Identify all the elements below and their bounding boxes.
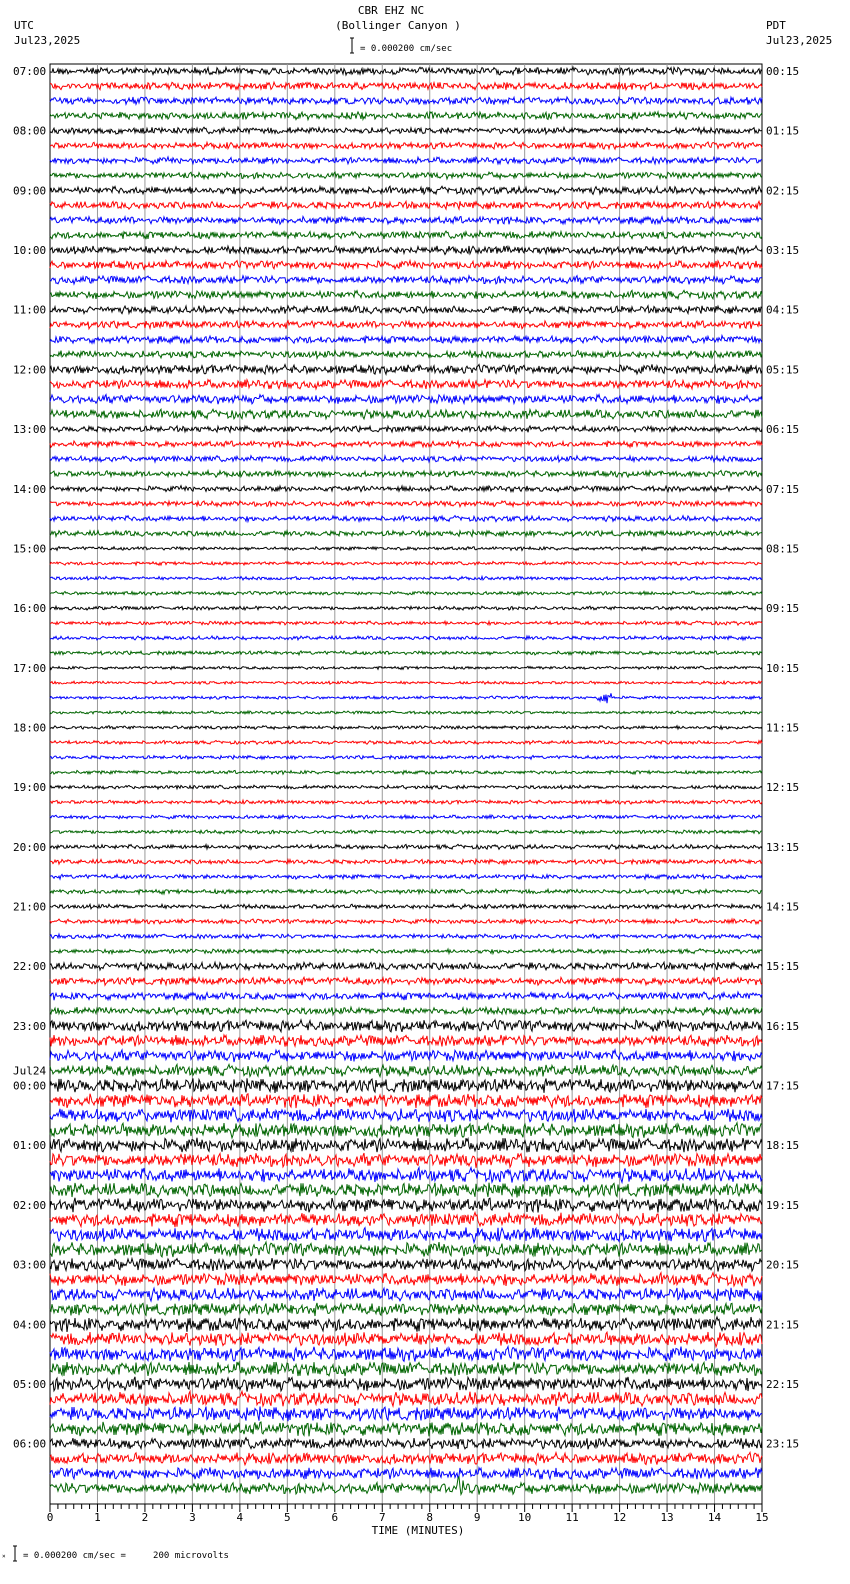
pdt-hour-label: 12:15 bbox=[766, 781, 800, 795]
utc-hour-label: 08:00 bbox=[13, 124, 47, 138]
pdt-hour-label: 00:15 bbox=[766, 65, 800, 78]
seismic-trace bbox=[50, 276, 762, 285]
pdt-hour-label: 17:15 bbox=[766, 1079, 800, 1093]
seismic-trace bbox=[50, 395, 762, 405]
seismic-trace bbox=[50, 785, 762, 789]
seismic-trace bbox=[50, 621, 762, 625]
pdt-hour-label: 09:15 bbox=[766, 602, 800, 616]
seismic-trace bbox=[50, 1303, 762, 1316]
seismic-trace bbox=[50, 336, 762, 344]
x-tick-label: 15 bbox=[755, 1511, 769, 1524]
seismic-trace bbox=[50, 591, 762, 595]
right-date: Jul23,2025 bbox=[766, 34, 833, 47]
seismic-trace bbox=[50, 1020, 762, 1032]
seismic-trace bbox=[50, 1078, 762, 1093]
seismic-trace bbox=[50, 977, 762, 985]
x-tick-label: 10 bbox=[518, 1511, 532, 1524]
x-tick-label: 11 bbox=[565, 1511, 579, 1524]
utc-hour-label: 04:00 bbox=[13, 1318, 47, 1332]
seismic-trace bbox=[50, 1452, 762, 1464]
utc-hour-label: 16:00 bbox=[13, 602, 47, 616]
seismic-trace bbox=[50, 830, 762, 834]
date-change-label: Jul24 bbox=[13, 1064, 47, 1078]
utc-hour-label: 14:00 bbox=[13, 482, 47, 496]
utc-hour-label: 07:00 bbox=[13, 65, 47, 78]
seismic-trace bbox=[50, 949, 762, 954]
seismic-trace bbox=[50, 456, 762, 462]
seismic-trace bbox=[50, 261, 762, 270]
seismic-trace bbox=[50, 874, 762, 879]
seismic-trace bbox=[50, 1407, 762, 1422]
seismic-trace bbox=[50, 693, 762, 703]
seismic-trace bbox=[50, 934, 762, 939]
utc-hour-label: 13:00 bbox=[13, 423, 47, 437]
seismic-trace bbox=[50, 409, 762, 419]
seismic-trace bbox=[50, 756, 762, 760]
seismic-trace bbox=[50, 1273, 762, 1287]
x-axis-label: TIME (MINUTES) bbox=[371, 1524, 465, 1537]
x-tick-label: 8 bbox=[426, 1511, 434, 1524]
seismic-trace bbox=[50, 904, 762, 909]
seismic-trace bbox=[50, 321, 762, 329]
seismic-trace bbox=[50, 97, 762, 105]
seismic-trace bbox=[50, 290, 762, 299]
seismic-trace bbox=[50, 1183, 762, 1198]
seismic-trace bbox=[50, 1050, 762, 1062]
utc-hour-label: 19:00 bbox=[13, 781, 47, 795]
utc-hour-label: 10:00 bbox=[13, 244, 47, 258]
seismic-trace bbox=[50, 380, 762, 389]
seismic-trace bbox=[50, 651, 762, 655]
seismic-trace bbox=[50, 726, 762, 730]
pdt-hour-label: 19:15 bbox=[766, 1198, 800, 1212]
seismic-trace bbox=[50, 1317, 762, 1332]
x-tick-label: 0 bbox=[46, 1511, 54, 1524]
seismic-trace bbox=[50, 1258, 762, 1271]
seismic-trace bbox=[50, 636, 762, 640]
utc-hour-label: 20:00 bbox=[13, 840, 47, 854]
pdt-hour-label: 18:15 bbox=[766, 1139, 800, 1153]
utc-hour-label: 00:00 bbox=[13, 1079, 47, 1093]
utc-hour-label: 12:00 bbox=[13, 363, 47, 377]
x-tick-label: 14 bbox=[707, 1511, 722, 1524]
seismic-trace bbox=[50, 711, 762, 714]
seismic-trace bbox=[50, 1138, 762, 1153]
seismic-trace bbox=[50, 1228, 762, 1243]
seismic-trace bbox=[50, 1007, 762, 1015]
pdt-hour-label: 06:15 bbox=[766, 423, 800, 437]
seismic-trace bbox=[50, 1422, 762, 1436]
seismic-trace bbox=[50, 351, 762, 359]
seismic-trace bbox=[50, 1094, 762, 1108]
utc-hour-label: 18:00 bbox=[13, 721, 47, 735]
seismic-trace bbox=[50, 172, 762, 179]
seismic-trace bbox=[50, 1153, 762, 1168]
pdt-hour-label: 03:15 bbox=[766, 244, 800, 258]
seismic-trace bbox=[50, 1391, 762, 1406]
seismic-trace bbox=[50, 142, 762, 149]
seismic-trace bbox=[50, 1477, 762, 1495]
seismic-trace bbox=[50, 562, 762, 566]
pdt-hour-label: 14:15 bbox=[766, 900, 800, 914]
seismic-trace bbox=[50, 516, 762, 522]
seismic-trace bbox=[50, 82, 762, 90]
footer-mark: × bbox=[2, 1553, 6, 1560]
pdt-hour-label: 04:15 bbox=[766, 303, 800, 317]
seismic-trace bbox=[50, 1123, 762, 1138]
seismic-trace bbox=[50, 486, 762, 492]
x-tick-label: 13 bbox=[660, 1511, 674, 1524]
seismic-trace bbox=[50, 1347, 762, 1362]
station-location: (Bollinger Canyon ) bbox=[335, 19, 461, 32]
footer-scale-label: = 0.000200 cm/sec = 200 microvolts bbox=[23, 1551, 229, 1561]
seismic-trace bbox=[50, 1035, 762, 1047]
seismic-trace bbox=[50, 666, 762, 669]
seismic-trace bbox=[50, 962, 762, 970]
seismic-trace bbox=[50, 426, 762, 432]
seismic-trace bbox=[50, 1213, 762, 1228]
utc-hour-label: 02:00 bbox=[13, 1198, 47, 1212]
seismic-trace bbox=[50, 441, 762, 447]
seismic-trace bbox=[50, 231, 762, 239]
seismic-trace bbox=[50, 1377, 762, 1392]
seismic-trace bbox=[50, 1438, 762, 1450]
seismic-trace bbox=[50, 1065, 762, 1077]
pdt-hour-label: 15:15 bbox=[766, 960, 800, 974]
pdt-hour-label: 16:15 bbox=[766, 1019, 800, 1033]
seismic-trace bbox=[50, 364, 762, 374]
seismic-trace bbox=[50, 889, 762, 894]
seismic-trace bbox=[50, 771, 762, 775]
seismic-trace bbox=[50, 531, 762, 537]
seismic-trace bbox=[50, 1467, 762, 1479]
seismic-trace bbox=[50, 186, 762, 194]
pdt-hour-label: 10:15 bbox=[766, 661, 800, 675]
seismic-trace bbox=[50, 1362, 762, 1376]
seismic-trace bbox=[50, 800, 762, 804]
pdt-hour-label: 11:15 bbox=[766, 721, 800, 735]
pdt-hour-label: 20:15 bbox=[766, 1258, 800, 1272]
pdt-hour-label: 01:15 bbox=[766, 124, 800, 138]
x-tick-label: 12 bbox=[612, 1511, 627, 1524]
seismic-trace bbox=[50, 306, 762, 314]
scale-label: = 0.000200 cm/sec bbox=[360, 44, 453, 54]
x-tick-label: 5 bbox=[284, 1511, 291, 1524]
utc-hour-label: 17:00 bbox=[13, 661, 47, 675]
utc-hour-label: 05:00 bbox=[13, 1377, 47, 1391]
seismic-trace bbox=[50, 1108, 762, 1122]
seismic-trace bbox=[50, 67, 762, 75]
seismic-trace bbox=[50, 112, 762, 120]
seismic-trace bbox=[50, 1168, 762, 1183]
seismic-trace bbox=[50, 1198, 762, 1213]
x-tick-label: 2 bbox=[141, 1511, 149, 1524]
seismic-trace bbox=[50, 201, 762, 209]
left-timezone: UTC bbox=[14, 19, 34, 32]
footer-scale-bar-icon bbox=[13, 1546, 17, 1561]
seismic-trace bbox=[50, 606, 762, 610]
utc-hour-label: 01:00 bbox=[13, 1139, 47, 1153]
x-tick-label: 3 bbox=[189, 1511, 196, 1524]
pdt-hour-label: 08:15 bbox=[766, 542, 800, 556]
utc-hour-label: 15:00 bbox=[13, 542, 47, 556]
seismic-trace bbox=[50, 1332, 762, 1347]
seismic-trace bbox=[50, 741, 762, 745]
seismic-trace bbox=[50, 246, 762, 255]
seismic-trace bbox=[50, 576, 762, 580]
pdt-hour-label: 05:15 bbox=[766, 363, 800, 377]
seismic-trace bbox=[50, 501, 762, 507]
scale-bar-icon bbox=[350, 38, 354, 53]
pdt-hour-label: 02:15 bbox=[766, 184, 800, 198]
x-tick-label: 9 bbox=[473, 1511, 481, 1524]
seismic-trace bbox=[50, 127, 762, 134]
pdt-hour-label: 07:15 bbox=[766, 482, 800, 496]
station-title: CBR EHZ NC bbox=[357, 4, 425, 17]
seismic-trace bbox=[50, 992, 762, 1000]
utc-hour-label: 21:00 bbox=[13, 900, 47, 914]
pdt-hour-label: 21:15 bbox=[766, 1318, 800, 1332]
utc-hour-label: 22:00 bbox=[13, 960, 47, 974]
utc-hour-label: 23:00 bbox=[13, 1019, 47, 1033]
x-tick-label: 1 bbox=[94, 1511, 101, 1524]
seismic-trace bbox=[50, 919, 762, 924]
seismic-trace bbox=[50, 547, 762, 551]
pdt-hour-label: 13:15 bbox=[766, 840, 800, 854]
seismic-trace bbox=[50, 815, 762, 819]
x-tick-label: 7 bbox=[378, 1511, 386, 1524]
x-tick-label: 4 bbox=[236, 1511, 244, 1524]
right-timezone: PDT bbox=[766, 19, 786, 32]
utc-hour-label: 03:00 bbox=[13, 1258, 47, 1272]
pdt-hour-label: 23:15 bbox=[766, 1437, 800, 1451]
seismic-trace bbox=[50, 1288, 762, 1301]
left-date: Jul23,2025 bbox=[14, 34, 81, 47]
seismic-trace bbox=[50, 844, 762, 849]
pdt-hour-label: 22:15 bbox=[766, 1377, 800, 1391]
utc-hour-label: 06:00 bbox=[13, 1437, 47, 1451]
seismic-trace bbox=[50, 157, 762, 164]
seismic-trace bbox=[50, 859, 762, 864]
seismic-trace bbox=[50, 217, 762, 225]
x-tick-label: 6 bbox=[331, 1511, 339, 1524]
utc-hour-label: 09:00 bbox=[13, 184, 47, 198]
utc-hour-label: 11:00 bbox=[13, 303, 47, 317]
seismic-trace bbox=[50, 681, 762, 684]
seismic-trace bbox=[50, 1242, 762, 1257]
seismic-trace bbox=[50, 471, 762, 478]
